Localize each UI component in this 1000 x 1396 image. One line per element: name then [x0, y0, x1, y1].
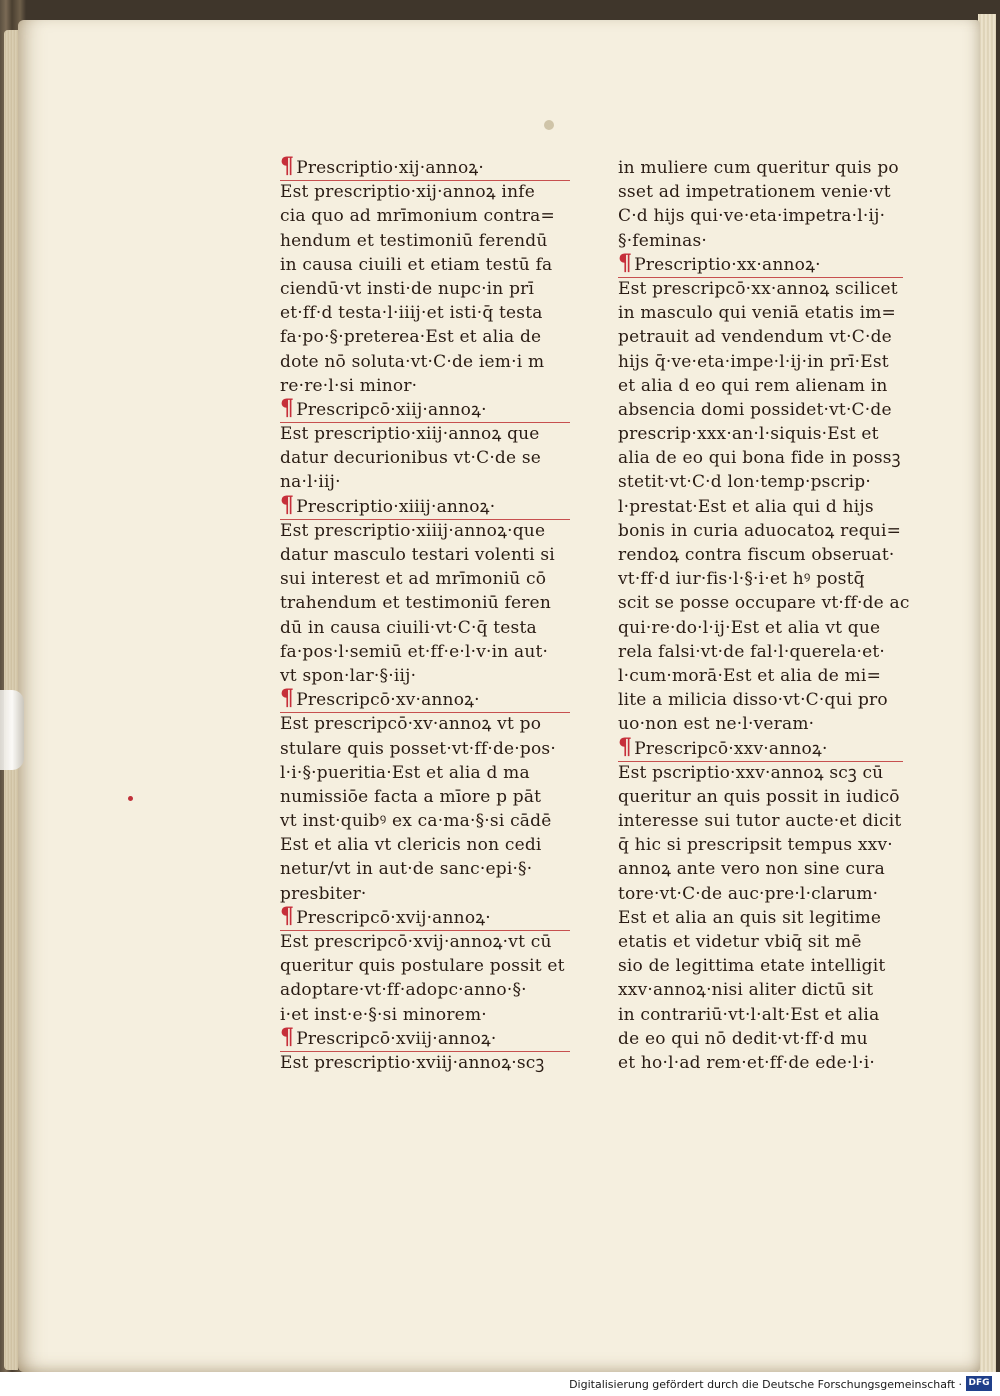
text-line [280, 833, 570, 857]
rubric-heading [618, 733, 903, 762]
line-text: queritur an quis possit in iudicō [618, 786, 900, 807]
line-text: Prescripcō·xvij·annoꝝ· [296, 907, 491, 928]
rubric-heading [280, 1023, 570, 1052]
text-line [618, 640, 903, 664]
text-column-left [280, 153, 570, 1075]
line-text: l·prestat·Est et alia qui d hijs [618, 496, 874, 517]
rubric-heading [618, 249, 903, 278]
text-line [280, 519, 570, 543]
text-line [618, 954, 903, 978]
pilcrow-mark: ¶ [280, 153, 295, 179]
text-line [618, 833, 903, 857]
text-line [280, 325, 570, 349]
text-line [618, 470, 903, 494]
line-text: rela falsi·vt·de fal·l·querela·et· [618, 641, 886, 662]
text-line [280, 640, 570, 664]
text-line [280, 591, 570, 615]
line-text: Prescriptio·xij·annoꝝ· [296, 158, 485, 178]
rubric-heading [280, 902, 570, 931]
line-text: Est prescripcō·xv·annoꝝ vt po [280, 714, 542, 735]
text-line [618, 1003, 903, 1027]
line-text: ciendū·vt insti·de nupc·in prī [280, 278, 535, 299]
text-line [618, 398, 903, 422]
line-text: in muliere cum queritur quis po [618, 158, 899, 178]
text-line [280, 446, 570, 470]
text-line [618, 857, 903, 881]
line-text: cia quo ad mrīmonium contra= [280, 206, 555, 227]
page-clip [0, 690, 24, 770]
line-text: Prescripcō·xiij·annoꝝ· [296, 399, 487, 420]
dfg-logo: DFG [966, 1376, 992, 1391]
line-text: petrauit ad vendendum vt·C·de [618, 327, 892, 348]
line-text: re·re·l·si minor· [280, 375, 418, 396]
text-line [618, 180, 903, 204]
text-line [618, 664, 903, 688]
line-text: vt spon·lar·§·iij· [280, 665, 417, 686]
text-line [618, 761, 903, 785]
line-text: Est prescripcō·xvij·annoꝝ·vt cū [280, 932, 552, 952]
pilcrow-mark: ¶ [618, 249, 633, 276]
text-line [618, 712, 903, 736]
line-text: uo·non est ne·l·veram· [618, 714, 815, 735]
line-text: de eo qui nō dedit·vt·ff·d mu [618, 1028, 868, 1049]
text-line [280, 785, 570, 809]
line-text: netur/vt in aut·de sanc·epi·§· [280, 859, 533, 880]
rubric-heading [280, 153, 570, 181]
line-text: Est prescriptio·xviij·annoꝝ·scꝫ [280, 1052, 545, 1073]
text-line [618, 229, 903, 253]
line-text: prescrip·xxx·an·l·siquis·Est et [618, 424, 879, 445]
text-line [618, 301, 903, 325]
text-line [618, 785, 903, 809]
line-text: scit se posse occupare vt·ff·de ac [618, 593, 910, 614]
line-text: qui·re·do·l·ij·Est et alia vt que [618, 617, 881, 638]
line-text: numissiōe facta a mīore p pāt [280, 786, 542, 807]
text-line [618, 519, 903, 543]
line-text: Prescripcō·xviij·annoꝝ· [296, 1028, 497, 1049]
text-line [618, 882, 903, 906]
line-text: Est prescriptio·xiiij·annoꝝ·que [280, 520, 546, 541]
text-line [618, 1051, 903, 1075]
line-text: Est prescripcō·xx·annoꝝ scilicet [618, 278, 898, 299]
line-text: l·i·§·pueritia·Est et alia d ma [280, 762, 530, 783]
line-text: alia de eo qui bona fide in possꝫ [618, 448, 901, 469]
text-line [618, 422, 903, 446]
line-text: dote nō soluta·vt·C·de iem·i m [280, 351, 545, 372]
text-line [280, 761, 570, 785]
ink-spot [128, 796, 133, 801]
text-line [280, 930, 570, 954]
line-text: in masculo qui veniā etatis im= [618, 303, 897, 324]
text-line [618, 688, 903, 712]
line-text: q̄ hic si prescripsit tempus xxv· [618, 835, 893, 856]
line-text: et·ff·d testa·l·iiij·et isti·q̄ testa [280, 303, 543, 324]
text-line [618, 930, 903, 954]
text-line [280, 809, 570, 833]
pilcrow-mark: ¶ [280, 685, 295, 712]
text-line [280, 422, 570, 446]
text-line [280, 229, 570, 253]
text-line [280, 301, 570, 325]
rubric-heading [280, 394, 570, 423]
funding-note: Digitalisierung gefördert durch die Deutsche Forschungsgemeinschaft · [569, 1378, 962, 1391]
line-text: sui interest et ad mrīmoniū cō [280, 569, 547, 590]
line-text: vt·ff·d iur·fis·l·§·i·et hꝰ postq̄ [618, 569, 865, 590]
line-text: Est pscriptio·xxv·annoꝝ scꝫ cū [618, 762, 884, 783]
line-text: queritur quis postulare possit et [280, 956, 565, 977]
text-column-right [618, 156, 910, 1075]
text-line [280, 374, 570, 398]
text-line [280, 1003, 570, 1027]
text-line [280, 253, 570, 277]
line-text: lite a milicia disso·vt·C·qui pro [618, 690, 888, 711]
text-line [618, 350, 903, 374]
line-text: vt inst·quibꝰ ex ca·ma·§·si cādē [280, 811, 552, 832]
line-text: tore·vt·C·de auc·pre·l·clarum· [618, 883, 879, 904]
line-text: §·feminas· [618, 230, 708, 251]
line-text: bonis in curia aduocatoꝝ requi= [618, 520, 902, 541]
line-text: xxv·annoꝝ·nisi aliter dictū sit [618, 980, 874, 1001]
rubric-heading [280, 685, 570, 713]
text-line [618, 325, 903, 349]
line-text: et alia d eo qui rem alienam in [618, 375, 888, 396]
line-text: interesse sui tutor aucte·et dicit [618, 811, 902, 832]
text-line [618, 1027, 903, 1051]
text-line [618, 495, 903, 519]
text-line [618, 374, 903, 398]
rubric-heading [280, 491, 570, 520]
line-text: et ho·l·ad rem·et·ff·de ede·l·i· [618, 1052, 875, 1073]
line-text: C·d hijs qui·ve·eta·impetra·l·ij· [618, 206, 886, 227]
text-line [280, 543, 570, 567]
line-text: presbiter· [280, 883, 367, 904]
line-text: annoꝝ ante vero non sine cura [618, 859, 885, 880]
line-text: Est et alia an quis sit legitime [618, 907, 882, 928]
text-line [280, 737, 570, 761]
text-line [618, 591, 910, 615]
text-line [280, 978, 570, 1002]
line-text: hendum et testimoniū ferendū [280, 230, 548, 251]
line-text: rendoꝝ contra fiscum obseruat· [618, 545, 895, 565]
line-text: hijs q̄·ve·eta·impe·l·ij·in prī·Est [618, 351, 889, 372]
line-text: dū in causa ciuili·vt·C·q̄ testa [280, 617, 537, 638]
text-line [280, 1051, 570, 1075]
line-text: fa·pos·l·semiū et·ff·e·l·v·in aut· [280, 641, 549, 662]
text-line [618, 204, 903, 228]
line-text: sset ad impetrationem venie·vt [618, 182, 891, 203]
line-text: in causa ciuili et etiam testū fa [280, 254, 553, 275]
text-line [280, 954, 570, 978]
line-text: stulare quis posset·vt·ff·de·pos· [280, 738, 556, 759]
line-text: i·et inst·e·§·si minorem· [280, 1004, 487, 1025]
text-line [618, 446, 903, 470]
text-line [280, 664, 570, 688]
line-text: datur masculo testari volenti si [280, 545, 555, 565]
text-line [280, 180, 570, 204]
line-text: Prescripcō·xv·annoꝝ· [296, 690, 480, 711]
line-text: etatis et videtur vbiq̄ sit mē [618, 932, 862, 952]
pilcrow-mark: ¶ [618, 733, 633, 760]
text-line [280, 616, 570, 640]
line-text: fa·po·§·preterea·Est et alia de [280, 327, 542, 348]
text-line [618, 543, 903, 567]
line-text: absencia domi possidet·vt·C·de [618, 399, 892, 420]
page-edge-right [978, 14, 996, 1376]
line-text: na·l·iij· [280, 472, 341, 493]
line-text: stetit·vt·C·d lon·temp·pscrip· [618, 472, 871, 493]
text-line [280, 567, 570, 591]
pilcrow-mark: ¶ [280, 491, 295, 518]
text-line [618, 616, 903, 640]
text-line [618, 277, 903, 301]
line-text: Prescriptio·xiiij·annoꝝ· [296, 496, 496, 517]
pilcrow-mark: ¶ [280, 1023, 295, 1050]
text-line [618, 978, 903, 1002]
pilcrow-mark: ¶ [280, 394, 295, 421]
text-line [280, 204, 570, 228]
text-line [280, 712, 570, 736]
line-text: Prescripcō·xxv·annoꝝ· [634, 738, 828, 759]
line-text: Est prescriptio·xiij·annoꝝ que [280, 424, 540, 445]
line-text: Est et alia vt clericis non cedi [280, 835, 542, 856]
line-text: sio de legittima etate intelligit [618, 956, 886, 977]
text-line [618, 567, 903, 591]
line-text: datur decurionibus vt·C·de se [280, 448, 542, 469]
text-line [280, 882, 570, 906]
line-text: l·cum·morā·Est et alia de mi= [618, 665, 882, 686]
line-text: in contrariū·vt·l·alt·Est et alia [618, 1004, 880, 1025]
pilcrow-mark: ¶ [280, 902, 295, 929]
text-line [280, 277, 570, 301]
text-line [618, 809, 903, 833]
paper-hole [544, 120, 554, 130]
line-text: adoptare·vt·ff·adopc·anno·§· [280, 980, 527, 1001]
text-line [280, 857, 570, 881]
text-line [618, 156, 903, 180]
text-line [280, 470, 570, 494]
text-line [280, 350, 570, 374]
line-text: trahendum et testimoniū feren [280, 593, 551, 614]
line-text: Prescriptio·xx·annoꝝ· [634, 254, 821, 275]
text-line [618, 906, 903, 930]
line-text: Est prescriptio·xij·annoꝝ infe [280, 182, 535, 203]
